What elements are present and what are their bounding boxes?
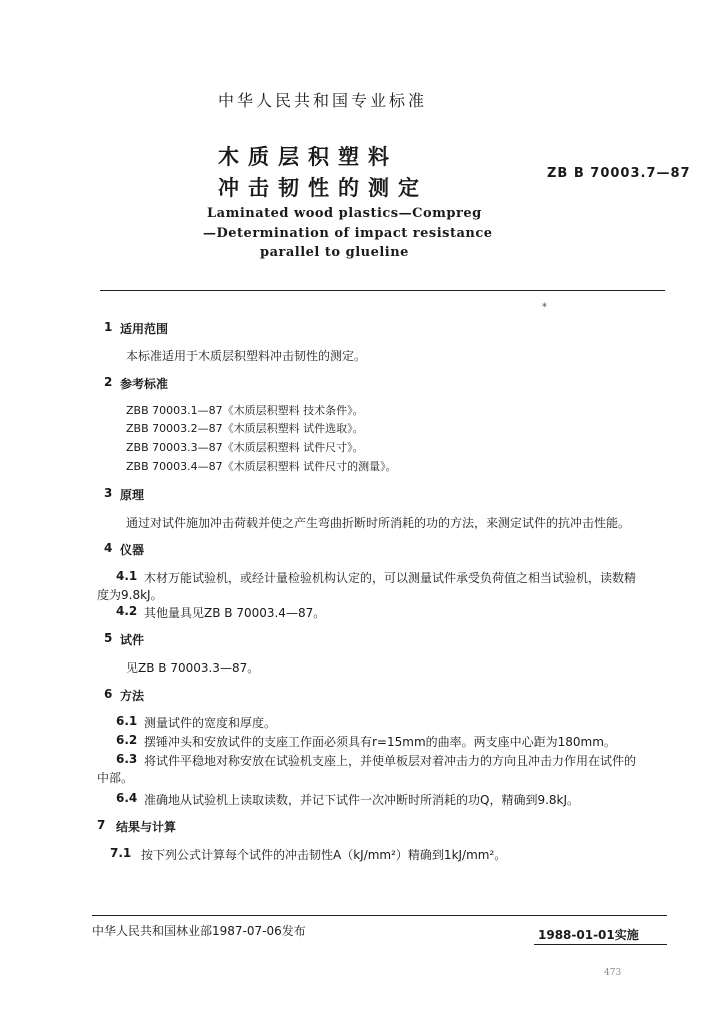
effective-date: 1988-01-01实施 <box>538 928 639 942</box>
section-3-number: 3 <box>104 486 113 500</box>
reference-item: ZBB 70003.4—87《木质层积塑料 试件尺寸的测量》。 <box>126 460 397 473</box>
item-6-2-number: 6.2 <box>116 733 138 747</box>
section-3-title: 原理 <box>120 488 145 502</box>
item-4-1-text-cont: 度为9.8kJ。 <box>97 588 163 602</box>
section-6-number: 6 <box>104 687 113 701</box>
standard-code: ZB B 70003.7—87 <box>547 166 691 181</box>
footer-divider <box>92 915 667 916</box>
item-6-2-text: 摆锤冲头和安放试件的支座工作面必须具有r=15mm的曲率。两支座中心距为180mm。 <box>144 735 616 749</box>
title-line-1: 木质层积塑料 <box>218 145 398 169</box>
section-5-number: 5 <box>104 631 113 645</box>
item-4-2-number: 4.2 <box>116 604 138 618</box>
section-2-number: 2 <box>104 375 113 389</box>
item-6-4-number: 6.4 <box>116 791 138 805</box>
margin-mark: * <box>542 302 547 313</box>
effective-underline <box>534 944 667 945</box>
item-6-3-text: 将试件平稳地对称安放在试验机支座上，并使单板层对着冲击力的方向且冲击力作用在试件的 <box>144 754 637 768</box>
title-line-2: 冲击韧性的测定 <box>218 176 428 200</box>
english-title-line-3: parallel to glueline <box>260 245 409 260</box>
item-6-4-text: 准确地从试验机上读取读数，并记下试件一次冲断时所消耗的功Q，精确到9.8kJ。 <box>144 793 580 807</box>
standard-type: 中华人民共和国专业标准 <box>218 91 428 110</box>
section-1-body: 本标准适用于木质层积塑料冲击韧性的测定。 <box>126 349 367 363</box>
section-1-title: 适用范围 <box>120 322 169 336</box>
issue-date: 中华人民共和国林业部1987-07-06发布 <box>92 924 306 938</box>
section-6-title: 方法 <box>120 689 145 703</box>
section-1-number: 1 <box>104 320 113 334</box>
section-4-number: 4 <box>104 541 113 555</box>
item-4-1-number: 4.1 <box>116 569 138 583</box>
item-6-3-number: 6.3 <box>116 752 138 766</box>
item-7-1-number: 7.1 <box>110 846 132 860</box>
section-7-title: 结果与计算 <box>116 820 177 834</box>
reference-item: ZBB 70003.1—87《木质层积塑料 技术条件》。 <box>126 404 364 417</box>
page-number: 473 <box>604 968 622 978</box>
item-6-1-number: 6.1 <box>116 714 138 728</box>
header-divider <box>100 290 665 291</box>
section-5-title: 试件 <box>120 633 145 647</box>
english-title-line-1: Laminated wood plastics—Compreg <box>207 206 482 221</box>
item-7-1-text: 按下列公式计算每个试件的冲击韧性A（kJ/mm²）精确到1kJ/mm²。 <box>141 848 507 862</box>
section-4-title: 仪器 <box>120 543 145 557</box>
item-6-1-text: 测量试件的宽度和厚度。 <box>144 716 277 730</box>
section-7-number: 7 <box>97 818 106 832</box>
english-title-line-2: —Determination of impact resistance <box>203 226 493 241</box>
item-6-3-text-cont: 中部。 <box>97 771 134 785</box>
section-3-body: 通过对试件施加冲击荷载并使之产生弯曲折断时所消耗的功的方法，来测定试件的抗冲击性能。 <box>126 516 631 530</box>
item-4-1-text: 木材万能试验机，或经计量检验机构认定的，可以测量试件承受负荷值之相当试验机，读数精 <box>144 571 637 585</box>
section-2-title: 参考标准 <box>120 377 169 391</box>
reference-item: ZBB 70003.3—87《木质层积塑料 试件尺寸》。 <box>126 441 364 454</box>
item-4-2-text: 其他量具见ZB B 70003.4—87。 <box>144 606 326 620</box>
reference-item: ZBB 70003.2—87《木质层积塑料 试件选取》。 <box>126 422 364 435</box>
section-5-body: 见ZB B 70003.3—87。 <box>126 661 260 675</box>
